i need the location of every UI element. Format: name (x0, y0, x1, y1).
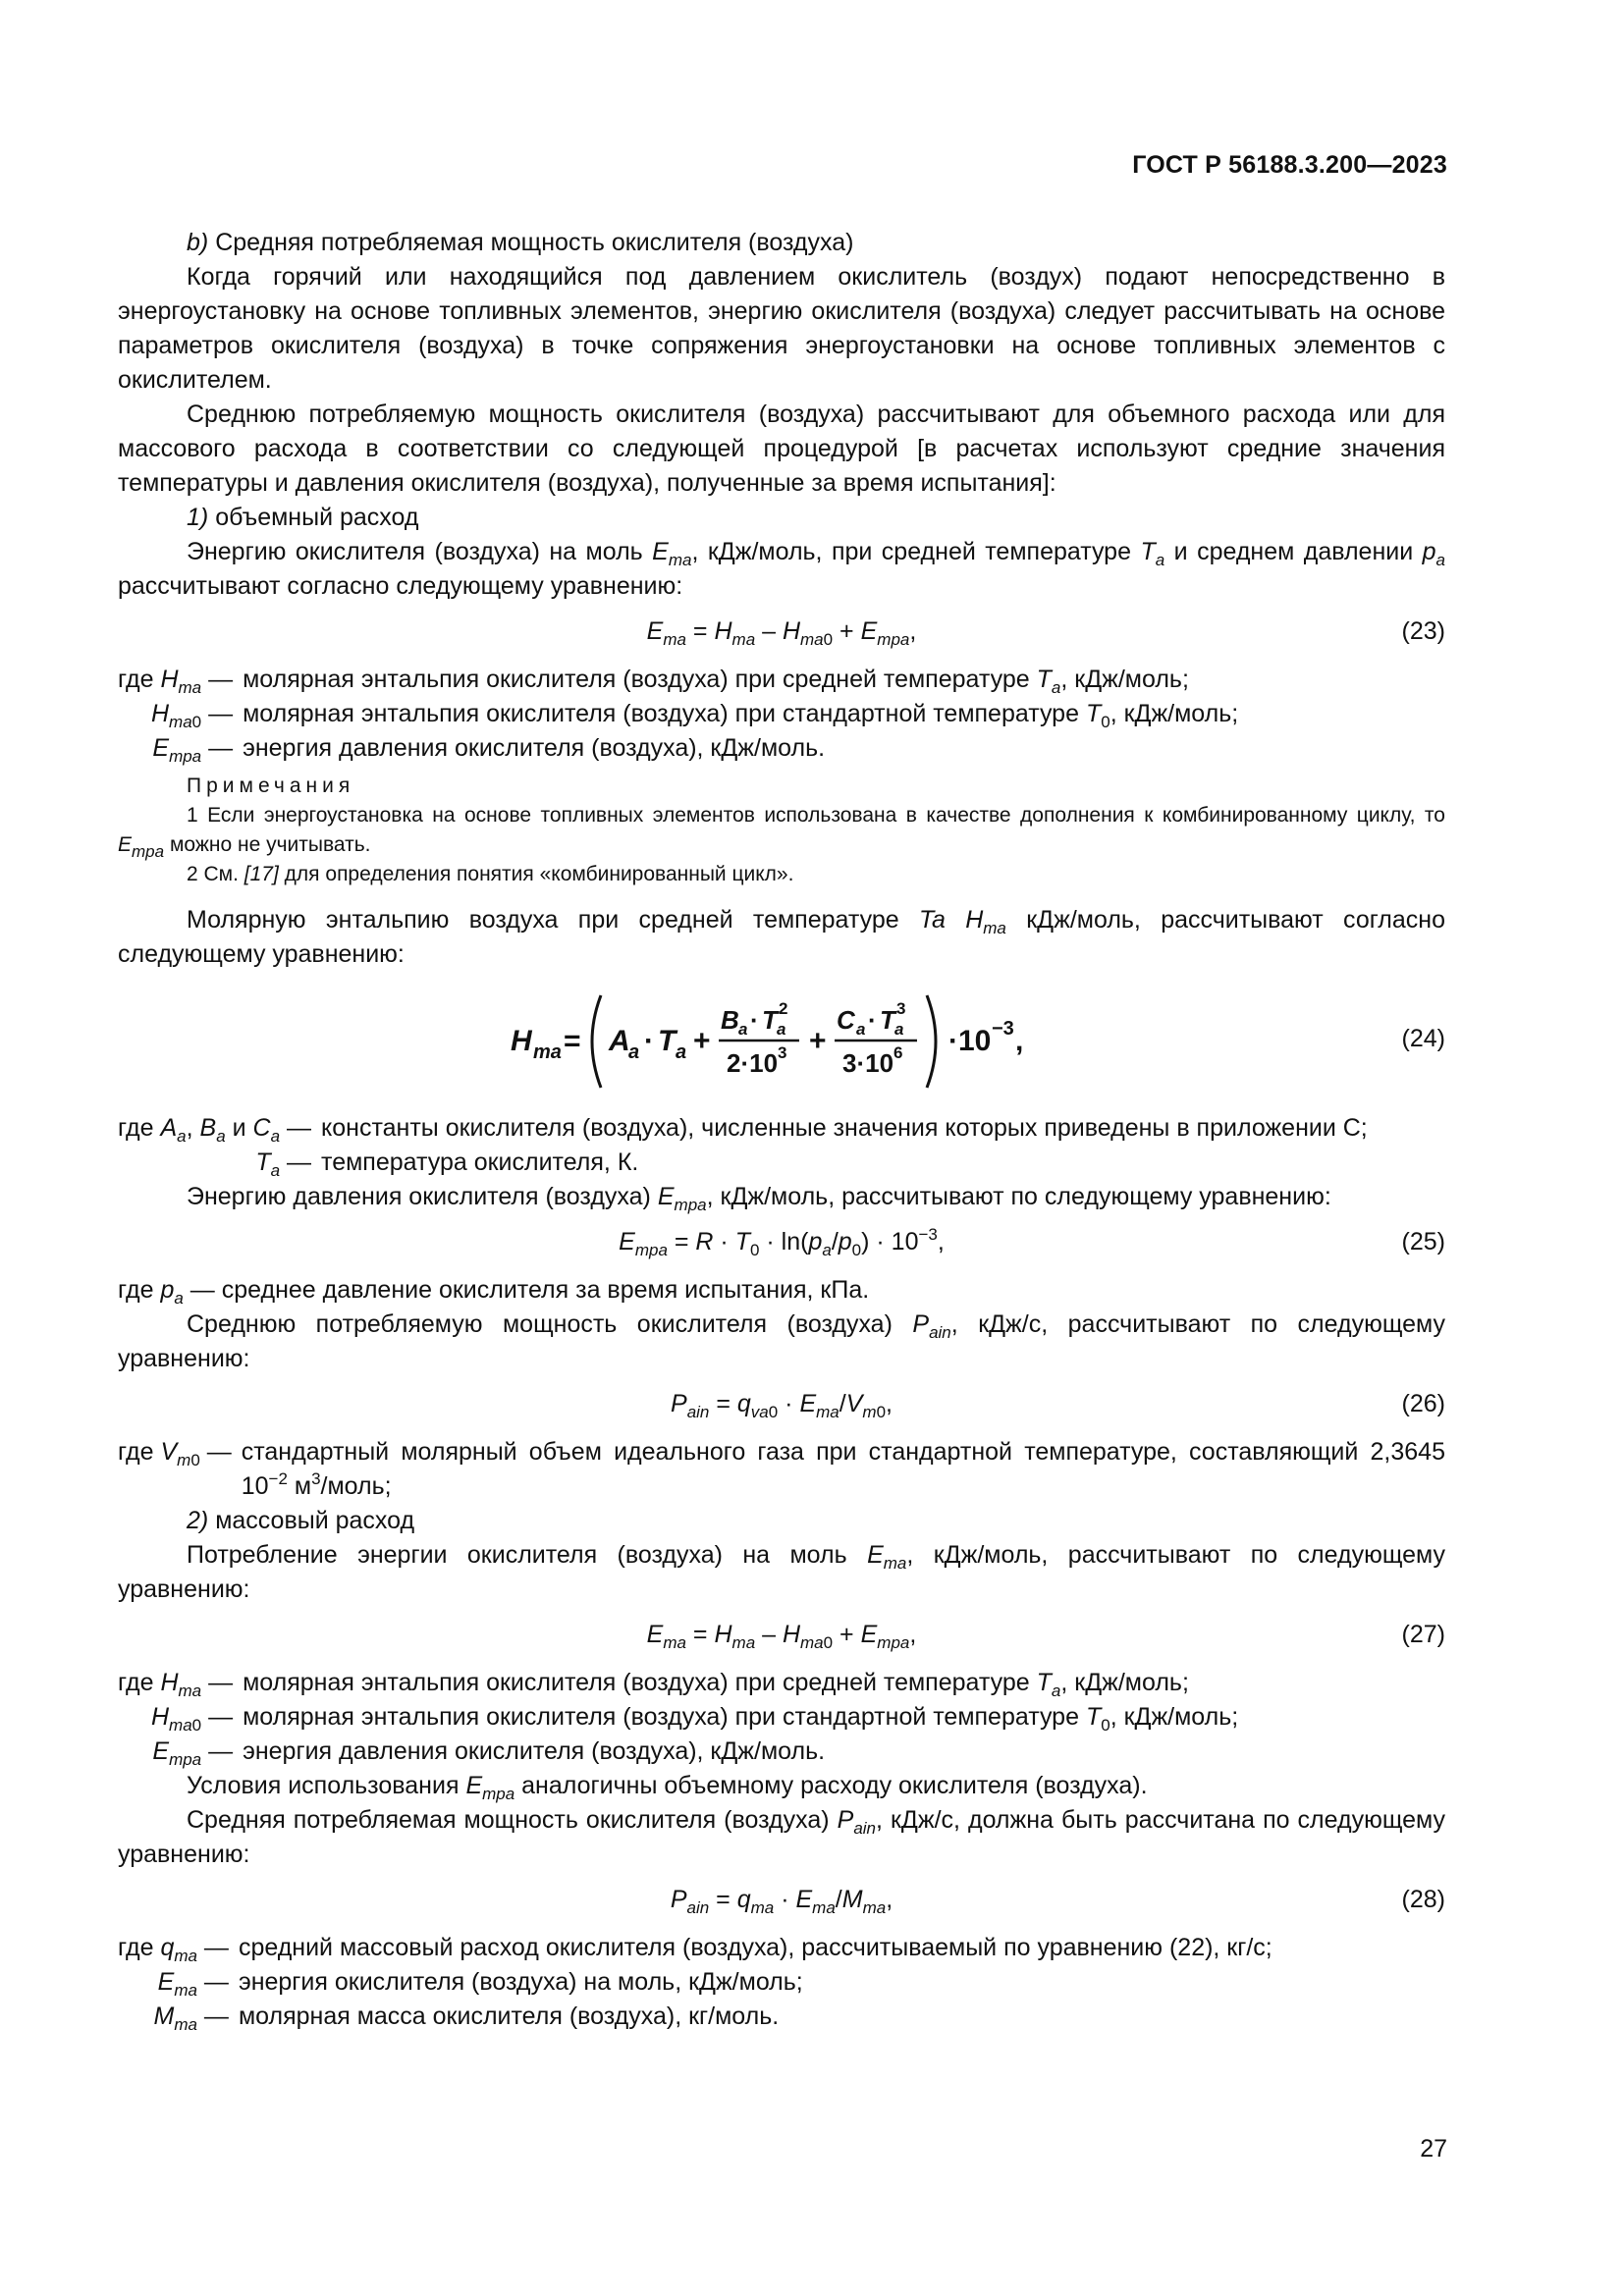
equation-number: (28) (1401, 1886, 1445, 1913)
svg-text:ma: ma (533, 1041, 562, 1063)
svg-text:a: a (676, 1041, 687, 1063)
svg-text:a: a (777, 1020, 786, 1039)
svg-text:·10: ·10 (948, 1025, 992, 1057)
document-header: ГОСТ Р 56188.3.200—2023 (1132, 151, 1447, 179)
subsection-title: 2) массовый расход (187, 1507, 415, 1534)
note-1: 1 Если энергоустановка на основе топливных элементов использована в качестве дополнения к комбинированному циклу, то $E_{mpa}$ можно не учитывать. (118, 804, 1445, 861)
svg-text:3: 3 (778, 1043, 787, 1062)
definitions-list: где $q_{ma}$ — средний массовый расход окислителя (воздуха), рассчитываемый по уравнению (22), кг/с; $E_{ma}$ — энергия окислителя (воздуха) на моль, кДж/моль; $M_{ma}$ — молярная масса окислителя (воздуха), кг/моль. (118, 1934, 1272, 2034)
svg-text:a: a (738, 1020, 748, 1039)
definitions-list: где $V_{m0}$ — стандартный молярный объем идеального газа при стандартной температуре, составляющий 2,3645 $10^{-2}$ $м^3$/моль; (118, 1438, 1445, 1500)
paragraph: Потребление энергии окислителя (воздуха) на моль $E_{ma}$, кДж/моль, рассчитывают по следующему уравнению: (118, 1541, 1445, 1603)
equation-number: (26) (1401, 1390, 1445, 1417)
definitions-list: где $H_{ma}$ — молярная энтальпия окислителя (воздуха) при средней температуре $T_a$, кДж/моль; $H_{ma0}$ — молярная энтальпия окислителя (воздуха) при стандартной температуре $T_0$, кДж/моль; $E_{mpa}$ — энергия давления окислителя (воздуха), кДж/моль. (118, 666, 1239, 766)
equation-23: $E_{ma} = H_{ma} - H_{ma0} + E_{mpa}$, (23) (118, 610, 1445, 653)
svg-text:=: = (564, 1025, 581, 1057)
svg-text:·: · (644, 1025, 654, 1057)
equation-number: (23) (1401, 617, 1445, 645)
svg-text:B: B (721, 1005, 739, 1035)
svg-text:6: 6 (893, 1043, 903, 1062)
paragraph: Условия использования $E_{mpa}$ аналогичны объемному расходу окислителя (воздуха). (187, 1772, 1148, 1803)
subsection-title: 1) объемный расход (187, 504, 419, 531)
definition-pa: где $p_a$ — среднее давление окислителя за время испытания, кПа. (118, 1276, 870, 1308)
notes-heading: Примечания (187, 774, 355, 797)
paragraph: Энергию окислителя (воздуха) на моль $E_{ma}$, кДж/моль, при средней температуре $T_a$ и среднем давлении $p_a$ рассчитывают согласно следующему уравнению: (118, 538, 1446, 600)
notes-block (118, 772, 1445, 889)
definitions-list: где $H_{ma}$ — молярная энтальпия окислителя (воздуха) при средней температуре $T_a$, кДж/моль; $H_{ma0}$ — молярная энтальпия окислителя (воздуха) при стандартной температуре $T_0$, кДж/моль; $E_{mpa}$ — энергия давления окислителя (воздуха), кДж/моль. (118, 1669, 1239, 1769)
equation-27: $E_{ma} = H_{ma} - H_{ma0} + E_{mpa}$, (27) (118, 1613, 1445, 1656)
svg-text:−3: −3 (992, 1018, 1014, 1040)
equation-24 (118, 978, 1445, 1105)
equation-number: (27) (1401, 1621, 1445, 1648)
svg-text:a: a (628, 1041, 640, 1063)
svg-text:T: T (880, 1005, 895, 1035)
svg-text:H: H (511, 1025, 532, 1057)
equation-24-formula (511, 978, 1060, 1105)
paragraph: Среднюю потребляемую мощность окислителя (воздуха) рассчитывают для объемного расхода или для массового расхода в соответствии со следующей процедурой [в расчетах используют средние значения температуры и давления окислителя (воздуха), полученные за время испытания]: (118, 400, 1445, 497)
svg-text:3·10: 3·10 (842, 1048, 894, 1078)
svg-text:+: + (809, 1025, 827, 1057)
paragraph: Молярную энтальпию воздуха при средней температуре Ta $H_{ma}$ кДж/моль, рассчитывают согласно следующему уравнению: (118, 906, 1445, 968)
equation-26: $P_{ain} = q_{va0} \cdot E_{ma}/V_{m0}$, (26) (118, 1382, 1445, 1425)
svg-text:T: T (658, 1025, 677, 1057)
svg-text:A: A (609, 1025, 630, 1057)
section-b-title: b) Средняя потребляемая мощность окислителя (воздуха) (187, 229, 854, 256)
paragraph: Когда горячий или находящийся под давлением окислитель (воздух) подают непосредственно в энергоустановку на основе топливных элементов, энергию окислителя (воздуха) следует рассчитывать на основе параметров окислителя (воздуха) в точке сопряжения энергоустановки на основе топливных элементов с окислителем. (118, 263, 1445, 394)
equation-number: (24) (1401, 1025, 1445, 1052)
definitions-list: где $A_a$, $B_a$ и $C_a$ — константы окислителя (воздуха), численные значения которых приведены в приложении С; $T_a$ — температура окислителя, К. (118, 1114, 1368, 1180)
svg-text:·: · (868, 1005, 877, 1035)
document-body (118, 226, 1445, 2034)
equation-25: $E_{mpa} = R \cdot T_0 \cdot \ln(p_a/p_0) \cdot 10^{-3}$, (25) (118, 1220, 1445, 1263)
svg-text:·: · (750, 1005, 759, 1035)
svg-text:T: T (762, 1005, 778, 1035)
svg-text:3: 3 (896, 999, 906, 1018)
paragraph: Среднюю потребляемую мощность окислителя (воздуха) $P_{ain}$, кДж/с, рассчитывают по следующему уравнению: (118, 1310, 1445, 1372)
svg-text:2: 2 (779, 999, 788, 1018)
svg-text:+: + (693, 1025, 711, 1057)
paragraph: Энергию давления окислителя (воздуха) $E_{mpa}$, кДж/моль, рассчитывают по следующему уравнению: (187, 1183, 1331, 1214)
paragraph: Средняя потребляемая мощность окислителя (воздуха) $P_{ain}$, кДж/с, должна быть рассчитана по следующему уравнению: (118, 1806, 1445, 1868)
svg-text:a: a (894, 1020, 904, 1039)
equation-28: $P_{ain} = q_{ma} \cdot E_{ma}/M_{ma}$, (28) (118, 1878, 1445, 1921)
svg-text:a: a (856, 1020, 866, 1039)
svg-text:C: C (837, 1005, 855, 1035)
svg-text:2·10: 2·10 (727, 1048, 779, 1078)
note-2: 2 См. [17] для определения понятия «комбинированный цикл». (187, 863, 794, 885)
svg-text:,: , (1015, 1025, 1024, 1057)
page-number: 27 (1420, 2135, 1447, 2163)
equation-number: (25) (1401, 1228, 1445, 1255)
